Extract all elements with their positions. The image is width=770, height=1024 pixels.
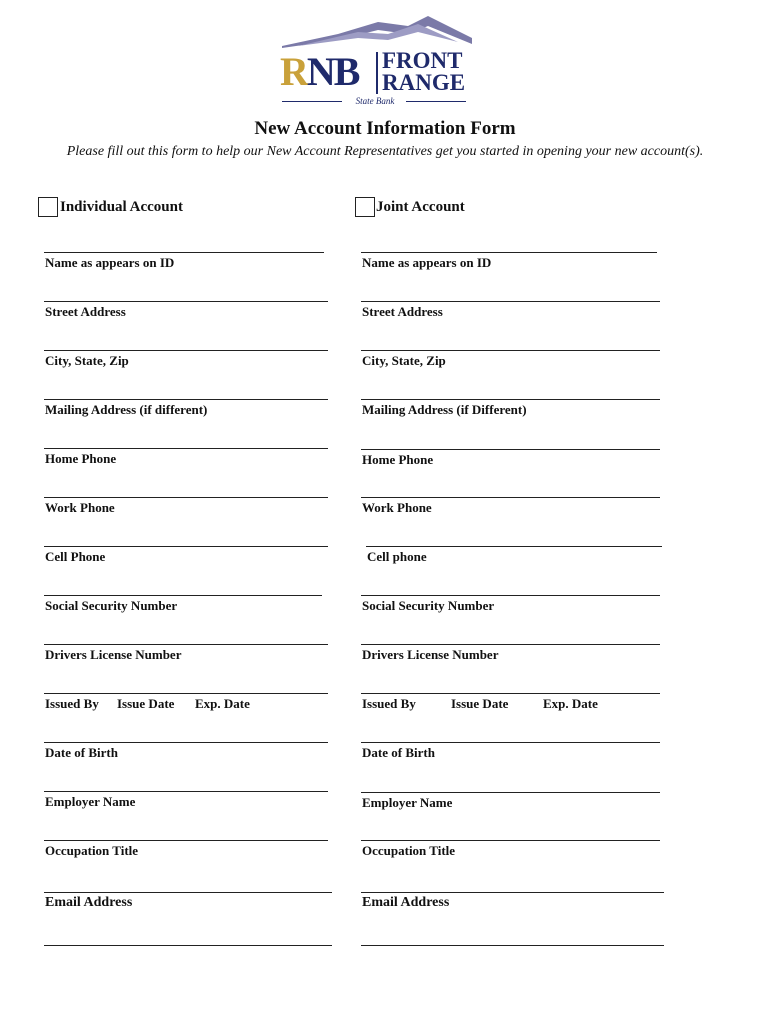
individual-mailing-field[interactable] [44,399,328,400]
individual-issued-by-label: Issued By [45,696,99,711]
joint-occupation-field[interactable] [361,840,660,841]
logo-r-letter: R [280,49,307,94]
logo-divider [376,52,378,94]
joint-dob-field[interactable] [361,742,660,743]
individual-mailing-label: Mailing Address (if different) [45,402,208,417]
individual-employer-field[interactable] [44,791,328,792]
joint-occupation-label: Occupation Title [362,843,456,858]
joint-dl-label: Drivers License Number [362,647,499,662]
individual-email-field[interactable] [44,945,332,946]
individual-employer-label: Employer Name [45,794,136,809]
individual-account-label: Individual Account [60,199,183,215]
individual-issue-date-label: Issue Date [117,696,175,711]
joint-cell-phone-label: Cell phone [367,549,427,564]
bank-logo [278,12,472,108]
individual-email-line-upper[interactable] [44,892,332,893]
individual-name-label: Name as appears on ID [45,255,175,270]
joint-employer-field[interactable] [361,792,660,793]
individual-email-label: Email Address [45,895,133,910]
individual-occupation-field[interactable] [44,840,328,841]
joint-mailing-label: Mailing Address (if Different) [362,402,527,417]
joint-exp-date-label: Exp. Date [543,696,598,711]
joint-city-label: City, State, Zip [362,353,446,368]
individual-home-phone-label: Home Phone [45,451,117,466]
individual-work-phone-label: Work Phone [45,500,115,515]
individual-exp-date-label: Exp. Date [195,696,250,711]
joint-home-phone-field[interactable] [361,449,660,450]
joint-account-checkbox[interactable] [355,197,375,217]
joint-cell-phone-field[interactable] [366,546,662,547]
form-title: New Account Information Form [254,118,516,139]
joint-email-field[interactable] [361,945,664,946]
joint-name-label: Name as appears on ID [362,255,492,270]
individual-issued-field[interactable] [44,693,328,694]
joint-ssn-field[interactable] [361,595,660,596]
joint-home-phone-label: Home Phone [362,452,434,467]
logo-rule-right [406,101,466,102]
joint-email-label: Email Address [362,895,450,910]
joint-dob-label: Date of Birth [362,745,435,760]
joint-city-field[interactable] [361,350,660,351]
individual-account-checkbox[interactable] [38,197,58,217]
individual-street-label: Street Address [45,304,126,319]
joint-dl-field[interactable] [361,644,660,645]
joint-mailing-field[interactable] [361,399,660,400]
individual-cell-phone-label: Cell Phone [45,549,106,564]
logo-nb-letters: NB [306,49,359,94]
joint-ssn-label: Social Security Number [362,598,495,613]
individual-dl-label: Drivers License Number [45,647,182,662]
individual-home-phone-field[interactable] [44,448,328,449]
individual-ssn-label: Social Security Number [45,598,178,613]
joint-account-label: Joint Account [376,199,465,215]
individual-ssn-field[interactable] [44,595,322,596]
logo-state-bank-text: State Bank [355,96,395,106]
individual-occupation-label: Occupation Title [45,843,139,858]
joint-work-phone-label: Work Phone [362,500,432,515]
joint-issue-date-label: Issue Date [451,696,509,711]
joint-issued-field[interactable] [361,693,660,694]
mountain-logo-icon [278,12,472,52]
joint-work-phone-field[interactable] [361,497,660,498]
form-intro: Please fill out this form to help our New Account Representatives get you started in opening your new account(s). [66,144,704,159]
joint-issued-by-label: Issued By [362,696,416,711]
joint-name-field[interactable] [361,252,657,253]
joint-street-field[interactable] [361,301,660,302]
joint-email-line-upper[interactable] [361,892,664,893]
logo-range-text: RANGE [382,70,466,95]
individual-cell-phone-field[interactable] [44,546,328,547]
individual-work-phone-field[interactable] [44,497,328,498]
joint-employer-label: Employer Name [362,795,453,810]
individual-dl-field[interactable] [44,644,328,645]
individual-street-field[interactable] [44,301,328,302]
individual-dob-label: Date of Birth [45,745,118,760]
logo-rnb-text [280,49,359,94]
individual-city-field[interactable] [44,350,328,351]
logo-front-text: FRONT [382,48,463,73]
individual-city-label: City, State, Zip [45,353,129,368]
individual-name-field[interactable] [44,252,324,253]
joint-street-label: Street Address [362,304,443,319]
individual-dob-field[interactable] [44,742,328,743]
